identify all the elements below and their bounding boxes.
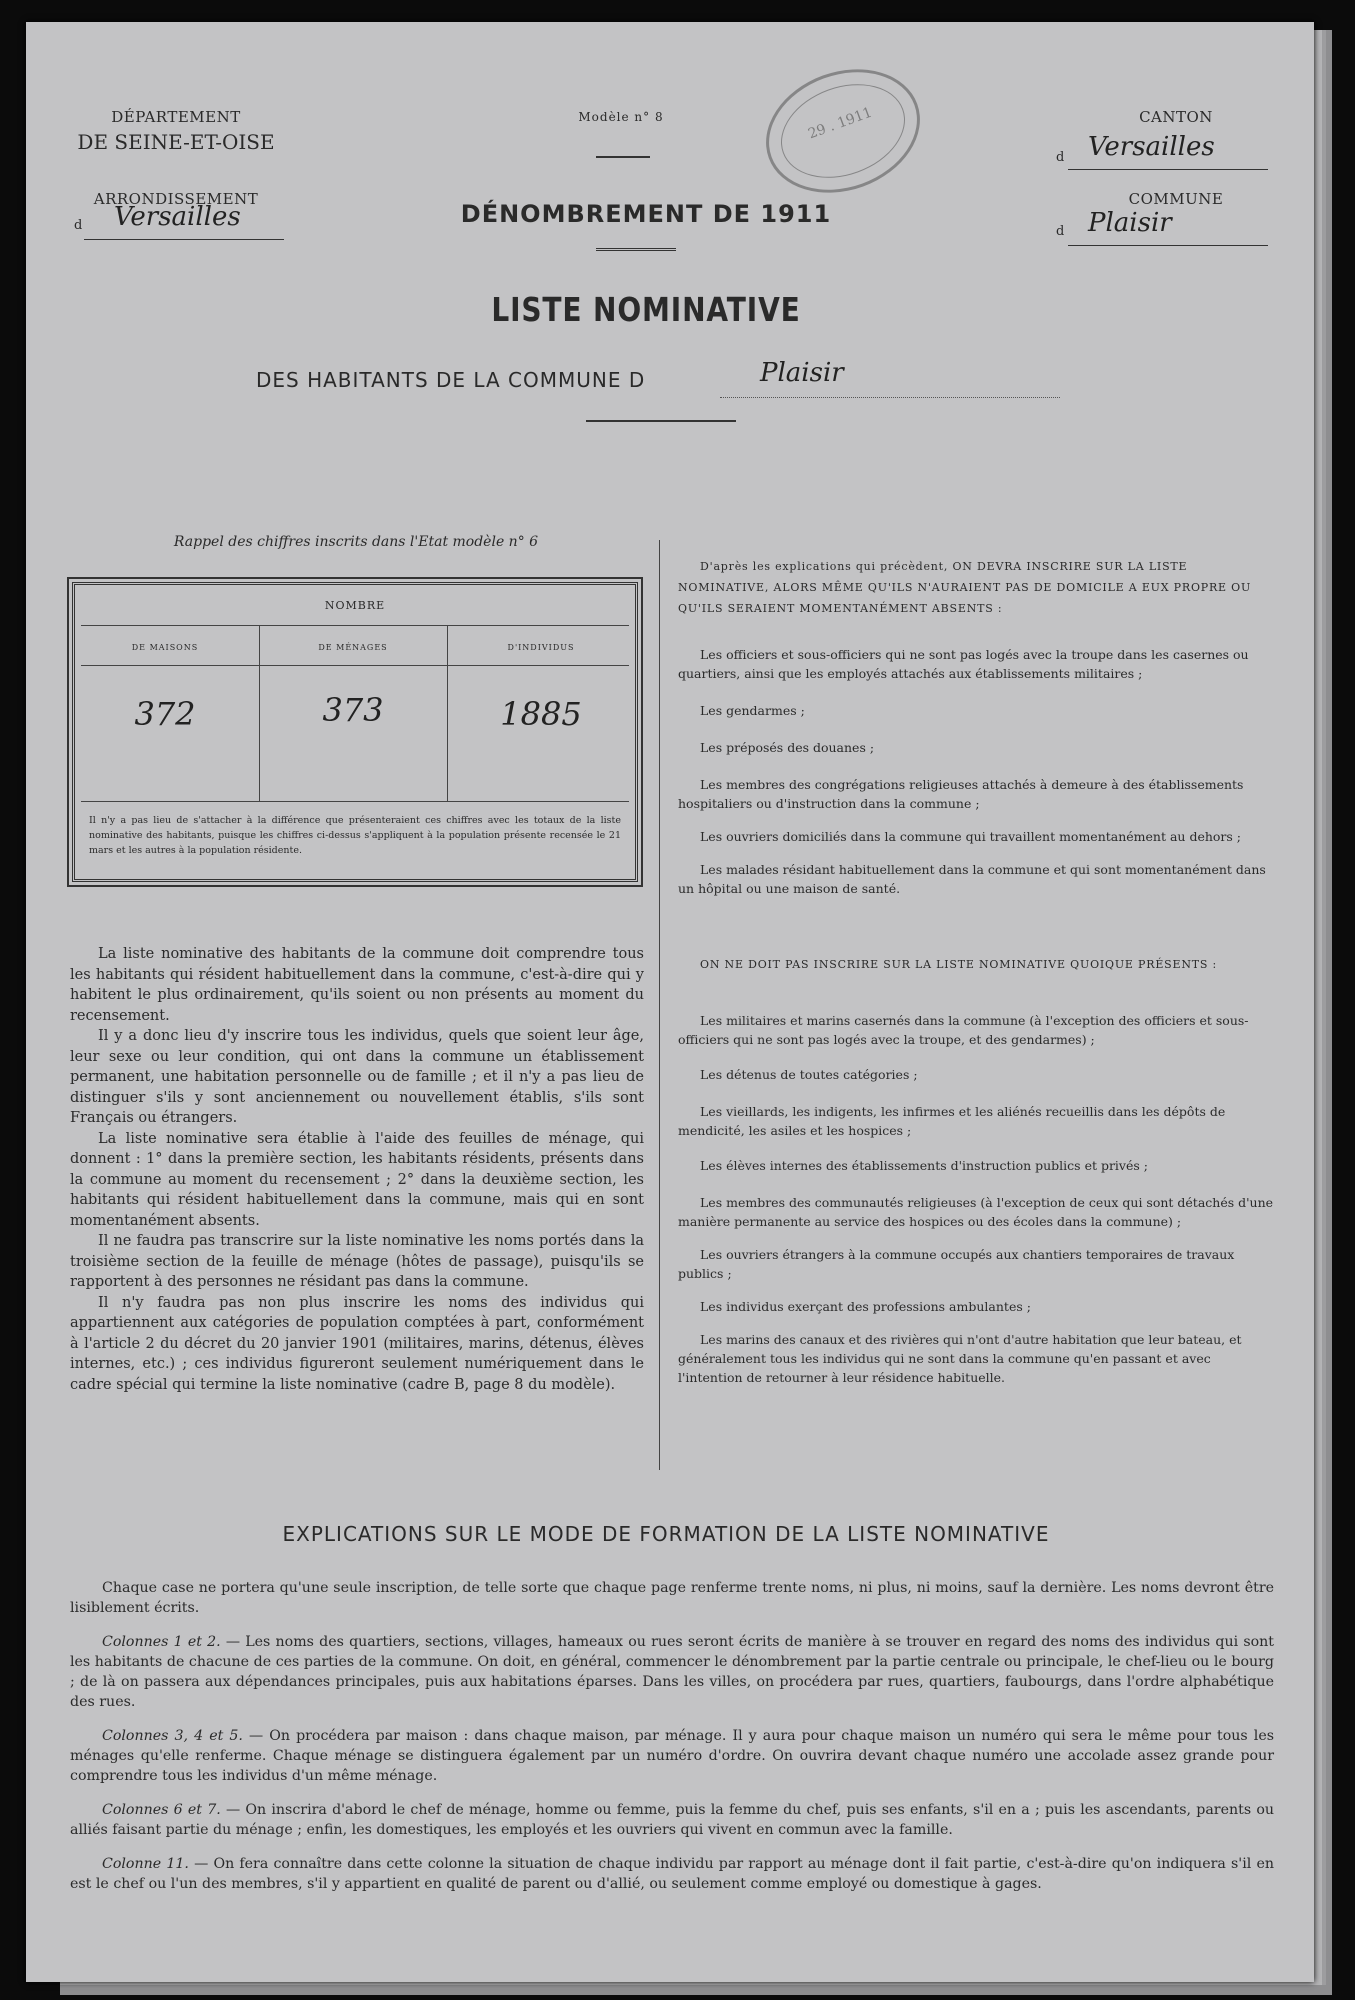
explanation-label: Colonnes 6 et 7. (102, 1802, 221, 1818)
recap-col-individus: D'INDIVIDUS (507, 643, 575, 652)
official-stamp (749, 49, 938, 214)
ornament-divider (596, 248, 676, 251)
inscribe-item: Les ouvriers domiciliés dans la commune qui travaillent momentanément au dehors ; (700, 829, 1241, 844)
inscribe-intro: D'après les explications qui précèdent, ON DEVRA INSCRIRE SUR LA LISTE NOMINATIVE, ALORS MÊME QU'ILS N'AURAIENT PAS DE DOMICILE A EUX PROPRE OU QU'ILS SERAIENT MOMENTANÉMENT ABSENTS : (678, 560, 1252, 615)
census-title: DÉNOMBREMENT DE 1911 (460, 200, 832, 228)
commune-label: COMMUNE (1128, 190, 1224, 208)
left-paragraph: Il ne faudra pas transcrire sur la liste nominative les noms portés dans la troisième section de la feuille de ménage (hôtes de passage), puisqu'ils se rapportent à des personnes ne résidant pas dans la commune. (70, 1233, 644, 1290)
list-title: LISTE NOMINATIVE (491, 290, 801, 329)
census-page (26, 22, 1314, 1982)
exclude-item: Les élèves internes des établissements d'instruction publics et privés ; (700, 1158, 1148, 1173)
exclude-item: Les militaires et marins casernés dans la commune (à l'exception des officiers et sous-officiers qui ne sont pas logés avec la troupe, et des gendarmes) ; (678, 1013, 1249, 1047)
explanation-paragraph (70, 1800, 1274, 1840)
commune-name: Plaisir (720, 358, 1060, 398)
explanation-paragraph: Chaque case ne portera qu'une seule inscription, de telle sorte que chaque page renferme trente noms, ni plus, ni moins, sauf la dernière. Les noms devront être lisiblement écrits. (70, 1580, 1274, 1616)
explanation-text: — On inscrira d'abord le chef de ménage, homme ou femme, puis la femme du chef, puis ses enfants, s'il en a ; puis les ascendants, parents ou alliés faisant partie du ménage ; enfin, les domestiques, les employés et les ouvriers qui vivent en commun avec la famille. (70, 1802, 1274, 1838)
left-paragraph: La liste nominative sera établie à l'aide des feuilles de ménage, qui donnent : 1° dans la première section, les habitants résidents, présents dans la commune au moment du recensement ; 2° dans la deuxième section, les habitants qui résident habituellement dans la commune, mais qui en sont momentanément absents. (70, 1130, 644, 1229)
explanation-label: Colonne 11. (102, 1856, 189, 1872)
list-subtitle: DES HABITANTS DE LA COMMUNE D (256, 368, 646, 392)
inscribe-item: Les préposés des douanes ; (700, 740, 875, 755)
recap-header-nombre: NOMBRE (324, 599, 386, 612)
recap-caption: Rappel des chiffres inscrits dans l'Etat modèle n° 6 (173, 534, 539, 550)
explanation-text: — Les noms des quartiers, sections, villages, hameaux ou rues seront écrits de manière à se trouver en regard des noms des individus qui sont les habitants de chacune de ces parties de la commune. On doit, en général, commencer le dénombrement par la partie centrale ou principale, le chef-lieu ou le bourg ; de là on passera aux dépendances principales, puis aux habitations éparses. Dans les villes, on procédera par rues, quartiers, faubourgs, dans l'ordre alphabétique des rues. (70, 1634, 1274, 1710)
department-label: DÉPARTEMENT (111, 108, 241, 126)
value-menages: 373 (322, 691, 384, 729)
inscribe-item: Les gendarmes ; (700, 703, 805, 718)
value-individus: 1885 (500, 695, 582, 733)
title-rule (586, 420, 736, 422)
canton-prefix: d (1056, 150, 1065, 165)
exclude-item: Les détenus de toutes catégories ; (700, 1067, 918, 1082)
column-divider (659, 540, 660, 1470)
canton-value: Versailles (1068, 132, 1268, 170)
stamp-date: 29 . 1911 (806, 104, 875, 143)
explanations-heading: EXPLICATIONS SUR LE MODE DE FORMATION DE LA LISTE NOMINATIVE (282, 1522, 1050, 1546)
left-paragraph: La liste nominative des habitants de la commune doit comprendre tous les habitants qui résident habituellement dans la commune, c'est-à-dire qui y habitent le plus ordinairement, qu'ils soient ou non présents au moment du recensement. (70, 946, 644, 1024)
recap-col-menages: DE MÉNAGES (318, 643, 388, 652)
exclude-item: Les membres des communautés religieuses (à l'exception de ceux qui sont détachés d'une manière permanente au service des hospices ou des écoles dans la commune) ; (678, 1195, 1274, 1229)
recap-col-maisons: DE MAISONS (131, 643, 199, 652)
exclude-item: Les vieillards, les indigents, les infirmes et les aliénés recueillis dans les dépôts de mendicité, les asiles et les hospices ; (678, 1104, 1226, 1138)
inscribe-item: Les membres des congrégations religieuses attachés à demeure à des établissements hospitaliers ou d'instruction dans la commune ; (678, 777, 1244, 811)
explanation-label: Colonnes 1 et 2. (102, 1634, 221, 1650)
left-paragraph: Il n'y faudra pas non plus inscrire les noms des individus qui appartiennent aux catégories de population comptées à part, conformément à l'article 2 du décret du 20 janvier 1901 (militaires, marins, détenus, élèves internes, etc.) ; ces individus figureront seulement numériquement dans le cadre spécial qui termine la liste nominative (cadre B, page 8 du modèle). (70, 1294, 644, 1393)
left-paragraph: Il y a donc lieu d'y inscrire tous les individus, quels que soient leur âge, leur sexe ou leur condition, qui ont dans la commune un établissement permanent, une habitation personnelle ou de famille ; et il n'y a pas lieu de distinguer s'ils y sont anciennement ou nouvellement établis, s'ils sont Français ou étrangers. (70, 1028, 644, 1126)
canton-label: CANTON (1139, 108, 1213, 126)
model-number: Modèle n° 8 (578, 110, 664, 124)
right-instructions (678, 556, 1274, 1387)
left-instructions (70, 944, 644, 1395)
department-value: DE SEINE-ET-OISE (77, 130, 275, 154)
explanation-text: — On procédera par maison : dans chaque maison, par ménage. Il y aura pour chaque maison un numéro qui sera le même pour tous les ménages qu'elle renferme. Chaque ménage se distinguera également par un numéro d'ordre. On ouvrira devant chaque numéro une accolade assez grande pour comprendre tous les individus d'un même ménage. (70, 1728, 1274, 1784)
value-maisons: 372 (134, 695, 196, 733)
explanation-paragraph (70, 1632, 1274, 1712)
recap-table (72, 582, 638, 882)
divider (596, 156, 650, 158)
arrondissement-prefix: d (74, 218, 83, 233)
arrondissement-label: ARRONDISSEMENT (93, 190, 259, 208)
exclude-item: Les individus exerçant des professions ambulantes ; (700, 1299, 1031, 1314)
exclude-item: Les marins des canaux et des rivières qui n'ont d'autre habitation que leur bateau, et généralement tous les individus qui ne sont dans la commune qu'en passant et avec l'intention de retourner à leur résidence habituelle. (678, 1332, 1242, 1385)
exclude-intro: ON NE DOIT PAS INSCRIRE SUR LA LISTE NOMINATIVE QUOIQUE PRÉSENTS : (700, 958, 1218, 971)
arrondissement-value: Versailles (84, 202, 284, 240)
exclude-item: Les ouvriers étrangers à la commune occupés aux chantiers temporaires de travaux publics ; (678, 1247, 1235, 1281)
inscribe-item: Les malades résidant habituellement dans la commune et qui sont momentanément dans un hôpital ou une maison de santé. (678, 862, 1266, 896)
commune-prefix: d (1056, 224, 1065, 239)
explanation-paragraph (70, 1726, 1274, 1786)
recap-note: Il n'y a pas lieu de s'attacher à la différence que présenteraient ces chiffres avec les totaux de la liste nominative des habitants, puisque les chiffres ci-dessus s'appliquent à la population présente recensée le 21 mars et les autres à la population résidente. (89, 815, 621, 856)
explanations-body (70, 1578, 1274, 1894)
explanation-paragraph (70, 1854, 1274, 1894)
explanation-label: Colonnes 3, 4 et 5. (102, 1728, 243, 1744)
explanation-text: — On fera connaître dans cette colonne la situation de chaque individu par rapport au ménage dont il fait partie, c'est-à-dire qu'on indiquera s'il en est le chef ou l'un des membres, s'il y appartient en qualité de parent ou d'allié, ou seulement comme employé ou domestique à gages. (70, 1856, 1274, 1892)
inscribe-item: Les officiers et sous-officiers qui ne sont pas logés avec la troupe dans les casernes ou quartiers, ainsi que les employés attachés aux établissements militaires ; (678, 647, 1249, 681)
commune-value: Plaisir (1068, 208, 1268, 246)
